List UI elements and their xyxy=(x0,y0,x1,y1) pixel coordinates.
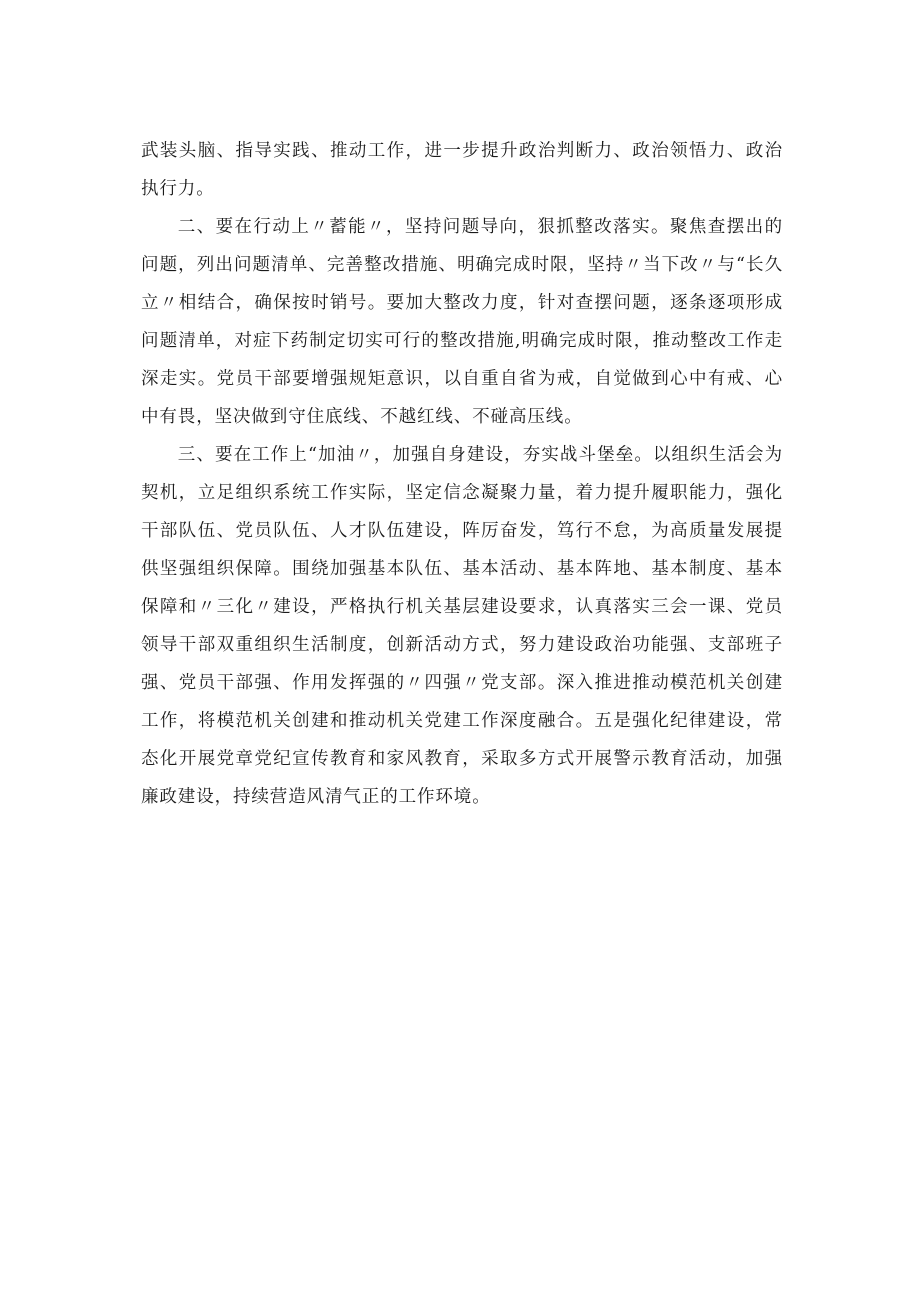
paragraph-section-two: 二、要在行动上〃蓄能〃，坚持问题导向，狠抓整改落实。聚焦查摆出的问题，列出问题清单、完善整改措施、明确完成时限，坚持〃当下改〃与“长久立〃相结合，确保按时销号。要加大整改力度，针对查摆问题，逐条逐项形成问题清单，对症下药制定切实可行的整改措施,明确完成时限，推动整改工作走深走实。党员干部要增强规矩意识，以自重自省为戒，自觉做到心中有戒、心中有畏，坚决做到守住底线、不越红线、不碰高压线。 xyxy=(141,217,783,427)
paragraph-continuation: 武装头脑、指导实践、推动工作，进一步提升政治判断力、政治领悟力、政治执行力。 xyxy=(141,141,783,199)
paragraph-section-three: 三、要在工作上“加油〃，加强自身建设，夯实战斗堡垒。以组织生活会为契机，立足组织系统工作实际，坚定信念凝聚力量，着力提升履职能力，强化干部队伍、党员队伍、人才队伍建设，阵厉奋发，笃行不怠，为高质量发展提供坚强组织保障。围绕加强基本队伍、基本活动、基本阵地、基本制度、基本保障和〃三化〃建设，严格执行机关基层建设要求，认真落实三会一课、党员领导干部双重组织生活制度，创新活动方式，努力建设政治功能强、支部班子强、党员干部强、作用发挥强的〃四强〃党支部。深入推进推动模范机关创建工作，将模范机关创建和推动机关党建工作深度融合。五是强化纪律建设，常态化开展党章党纪宣传教育和家风教育，采取多方式开展警示教育活动，加强廉政建设，持续营造风清气正的工作环境。 xyxy=(141,445,783,807)
document-body xyxy=(141,132,783,816)
